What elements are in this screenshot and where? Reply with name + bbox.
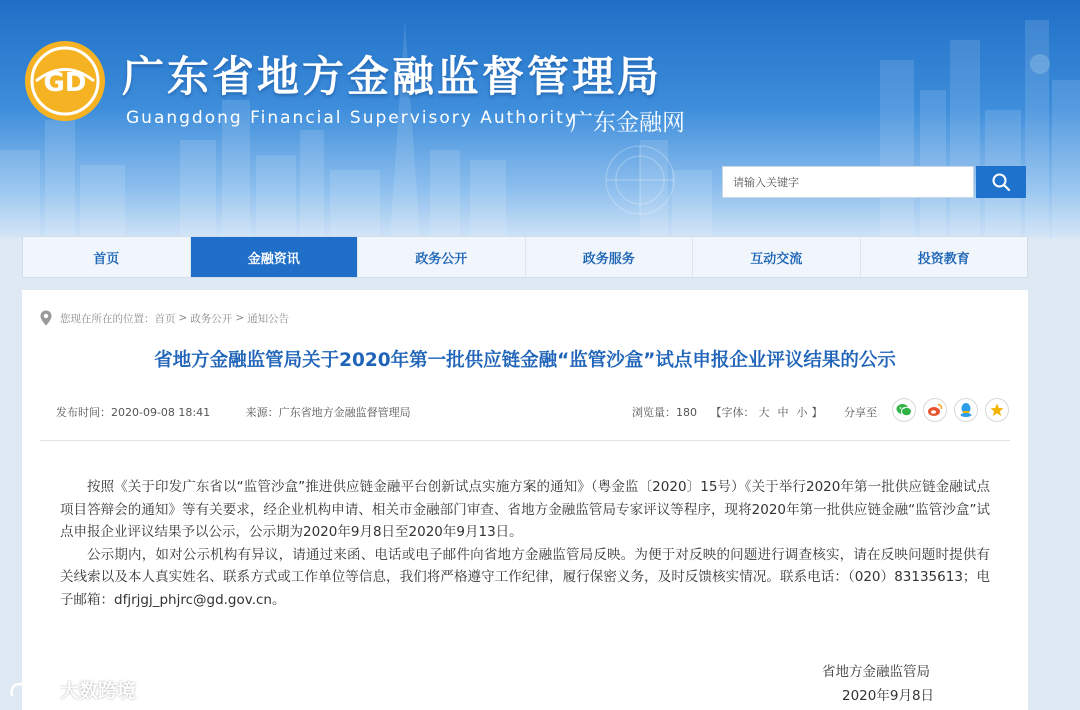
source-label: 来源： [245, 406, 279, 419]
site-title: 广东省地方金融监督管理局 [122, 52, 663, 101]
breadcrumb [40, 310, 289, 326]
article-card [22, 290, 1028, 710]
nav-item-home[interactable]: 首页 [23, 237, 191, 277]
font-size-control [711, 406, 823, 419]
font-close-bracket: 】 [811, 406, 823, 419]
views-count: 180 [676, 406, 697, 419]
font-large-button[interactable]: 大 [758, 406, 770, 419]
svg-text:GD: GD [43, 68, 87, 98]
views-label: 浏览量： [632, 406, 676, 419]
breadcrumb-link-notices[interactable]: 通知公告 [247, 312, 290, 325]
wechat-icon [896, 403, 912, 417]
nav-item-government-affairs[interactable]: 政务公开 [358, 237, 526, 277]
header-banner [0, 0, 1080, 238]
breadcrumb-link-home[interactable]: 首页 [154, 312, 176, 325]
article-body [60, 476, 990, 611]
location-pin-icon [40, 310, 52, 326]
search-button[interactable] [976, 166, 1026, 198]
share-weibo-button[interactable] [923, 398, 947, 422]
font-small-button[interactable]: 小 [796, 406, 808, 419]
main-nav [22, 236, 1028, 278]
signature-date: 2020年9月8日 [842, 688, 935, 704]
nav-item-government-services[interactable]: 政务服务 [526, 237, 694, 277]
article-title: 省地方金融监管局关于2020年第一批供应链金融“监管沙盒”试点申报企业评议结果的公示 [154, 350, 896, 371]
share-label: 分享至 [844, 406, 877, 419]
publish-label: 发布时间： [56, 406, 111, 419]
share-qzone-button[interactable] [985, 398, 1009, 422]
breadcrumb-link-government-affairs[interactable]: 政务公开 [190, 312, 233, 325]
nav-item-finance-news[interactable]: 金融资讯 [191, 237, 359, 277]
share-wechat-button[interactable] [892, 398, 916, 422]
article-stats [632, 404, 823, 420]
article-meta [56, 404, 411, 420]
share-icons [892, 398, 1009, 422]
search-input[interactable] [722, 166, 974, 198]
breadcrumb-separator: > [178, 312, 188, 324]
article-paragraph: 按照《关于印发广东省以“监管沙盒”推进供应链金融平台创新试点实施方案的通知》（粤金监〔2020〕15号）《关于举行2020年第一批供应链金融试点项目答辩会的通知》等有关要求，经企业机构申请、相关市金融部门审查、省地方金融监管局专家评议等程序，现将2020年第一批供应链金融“监管沙盒”试点申报企业评议结果予以公示，公示期为2020年9月8日至2020年9月13日。 [60, 479, 990, 540]
logo-icon [22, 38, 108, 124]
article-paragraph: 公示期内，如对公示机构有异议，请通过来函、电话或电子邮件向省地方金融监管局反映。为便于对反映的问题进行调查核实，请在反映问题时提供有关线索以及本人真实姓名、联系方式或工作单位等信息，我们将严格遵守工作纪律，履行保密义务，及时反馈核实情况。联系电话：（020）83135613；电子邮箱：dfjrjgj_phjrc@gd.gov.cn。 [60, 546, 990, 608]
qq-icon [959, 402, 973, 418]
nav-item-investor-education[interactable]: 投资教育 [917, 251, 970, 267]
site-title-english: Guangdong Financial Supervisory Authority [126, 108, 577, 128]
meta-divider [40, 440, 1010, 441]
publish-time: 2020-09-08 18:41 [111, 406, 211, 419]
breadcrumb-prefix: 您现在所在的位置： [60, 312, 155, 325]
font-medium-button[interactable]: 中 [777, 406, 789, 419]
weibo-icon [927, 403, 943, 417]
nav-item-interaction[interactable]: 互动交流 [693, 237, 861, 277]
watermark-logo-icon [8, 678, 56, 702]
site-short-name: 广东金融网 [570, 110, 685, 136]
source-value: 广东省地方金融监督管理局 [278, 406, 411, 419]
search-icon [991, 172, 1011, 192]
breadcrumb-separator: > [235, 312, 245, 324]
font-label: 【字体： [710, 406, 755, 419]
share-qq-button[interactable] [954, 398, 978, 422]
qzone-icon [990, 403, 1004, 417]
watermark [8, 676, 136, 703]
watermark-text: 大数跨境 [60, 680, 137, 702]
signature-organization: 省地方金融监管局 [822, 664, 930, 680]
